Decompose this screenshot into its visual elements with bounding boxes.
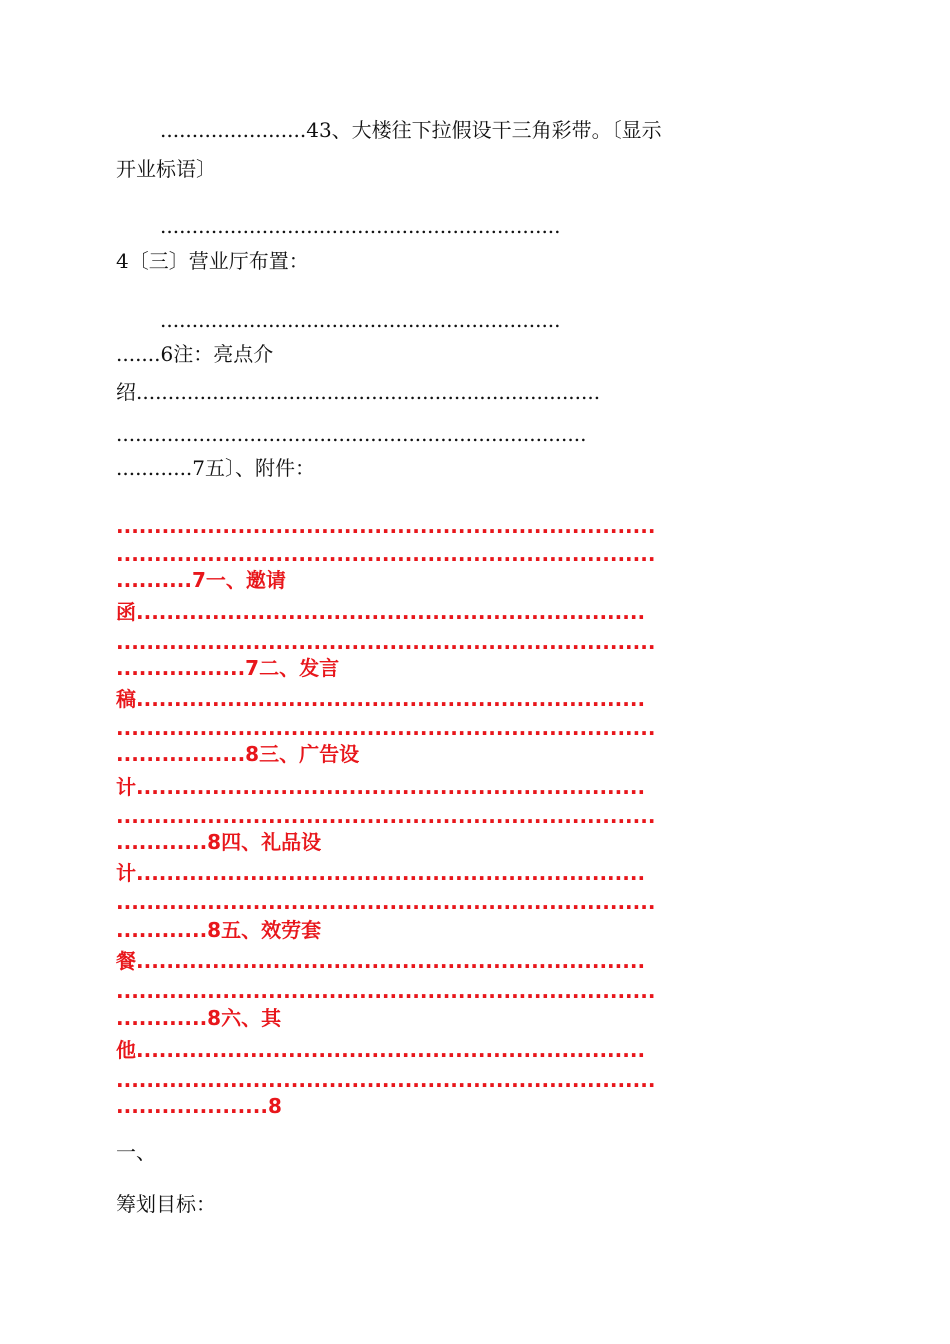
toc-entry-line: ....................................................................... [116, 979, 656, 1003]
body-text-line: ............................................................... [160, 308, 561, 332]
body-text-line: 一、 [116, 1140, 156, 1164]
body-text-line: .......................................................................... [116, 422, 587, 446]
body-text-line: .......................43、大楼往下拉假设干三角彩带。〔显示 [160, 118, 662, 142]
toc-entry-line: ....................................................................... [116, 514, 656, 538]
toc-entry-line: ....................................................................... [116, 630, 656, 654]
toc-entry-line: ............8六、其 [116, 1006, 282, 1030]
toc-entry-line: ....................................................................... [116, 804, 656, 828]
toc-entry-line: 函................................................................... [116, 600, 646, 624]
toc-entry-line: ....................................................................... [116, 542, 656, 566]
toc-entry-line: 计................................................................... [116, 775, 646, 799]
toc-entry-line: 计................................................................... [116, 861, 646, 885]
toc-entry-line: .................8三、广告设 [116, 742, 360, 766]
body-text-line: 开业标语〕 [116, 157, 216, 181]
toc-entry-line: ....................................................................... [116, 716, 656, 740]
body-text-line: 4〔三〕营业厅布置： [116, 249, 309, 273]
body-text-line: ............................................................... [160, 214, 561, 238]
toc-entry-line: ............8五、效劳套 [116, 918, 322, 942]
body-text-line: ............7五〕、附件： [116, 456, 316, 480]
toc-entry-line: 餐................................................................... [116, 949, 646, 973]
body-text-line: .......6注：亮点介 [116, 342, 274, 366]
toc-entry-line: ....................8 [116, 1094, 282, 1118]
toc-entry-line: ............8四、礼品设 [116, 830, 322, 854]
body-text-line: 筹划目标： [116, 1192, 216, 1216]
toc-entry-line: ..........7一、邀请 [116, 568, 286, 592]
toc-entry-line: 稿................................................................... [116, 687, 646, 711]
toc-entry-line: ....................................................................... [116, 1068, 656, 1092]
toc-entry-line: .................7二、发言 [116, 656, 340, 680]
toc-entry-line: ....................................................................... [116, 890, 656, 914]
toc-entry-line: 他................................................................... [116, 1038, 646, 1062]
body-text-line: 绍......................................................................... [116, 380, 601, 404]
